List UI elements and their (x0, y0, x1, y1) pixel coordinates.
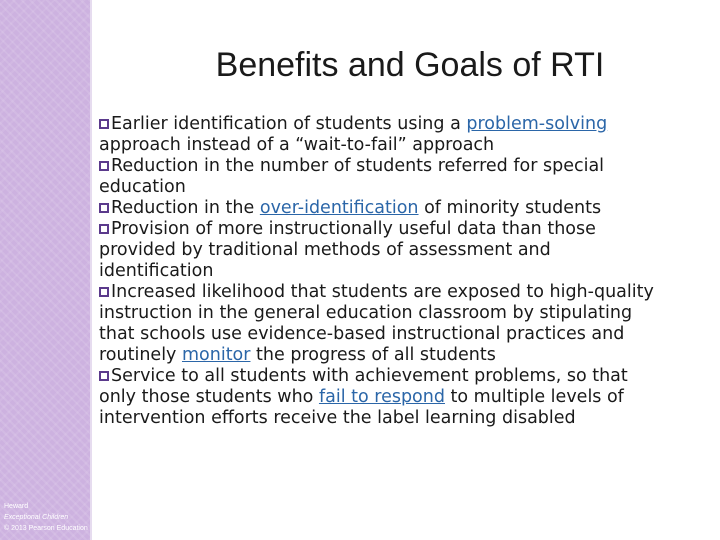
square-bullet-icon (99, 287, 109, 297)
square-bullet-icon (99, 203, 109, 213)
bullet-item-4 (99, 219, 665, 282)
link-fail-to-respond[interactable]: fail to respond (318, 387, 445, 407)
bullet-item-6 (99, 366, 665, 429)
credit-author: Heward (4, 503, 29, 510)
copyright-credit (4, 501, 90, 534)
link-monitor[interactable]: monitor (181, 345, 251, 365)
link-over-identification[interactable]: over-identification (259, 198, 419, 218)
bullet-item-2 (99, 156, 665, 198)
bullet-text: Service to all students with achievement problems, so that only those students who (99, 366, 628, 407)
bullet-item-3 (99, 198, 665, 219)
bullet-text: of minority students (418, 198, 602, 218)
square-bullet-icon (99, 119, 109, 129)
bullet-text: Provision of more instructionally useful data than those provided by traditional methods of assessment and identification (99, 219, 596, 281)
bullet-text: Reduction in the number of students referred for special education (99, 156, 605, 197)
bullet-list (99, 114, 665, 429)
credit-book: Exceptional Children (4, 514, 69, 521)
bullet-item-1 (99, 114, 665, 156)
square-bullet-icon (99, 371, 109, 381)
bullet-text: Increased likelihood that students are exposed to high-quality instruction in the general education classroom by stipulating that schools use evidence-based instructional practices and routinely (99, 282, 654, 365)
decorative-sidebar (0, 0, 90, 540)
bullet-item-5 (99, 282, 665, 366)
bullet-text: approach instead of a “wait-to-fail” approach (99, 135, 495, 155)
square-bullet-icon (99, 224, 109, 234)
bullet-text: the progress of all students (250, 345, 496, 365)
bullet-text: Reduction in the (111, 198, 260, 218)
bullet-text: Earlier identification of students using a (111, 114, 467, 134)
sidebar-divider (90, 0, 92, 540)
bullet-text: to multiple levels of intervention efforts receive the label learning disabled (99, 387, 624, 428)
slide-title: Benefits and Goals of RTI (215, 46, 605, 84)
square-bullet-icon (99, 161, 109, 171)
link-problem-solving[interactable]: problem-solving (466, 114, 608, 134)
credit-copyright: © 2013 Pearson Education (4, 525, 88, 532)
